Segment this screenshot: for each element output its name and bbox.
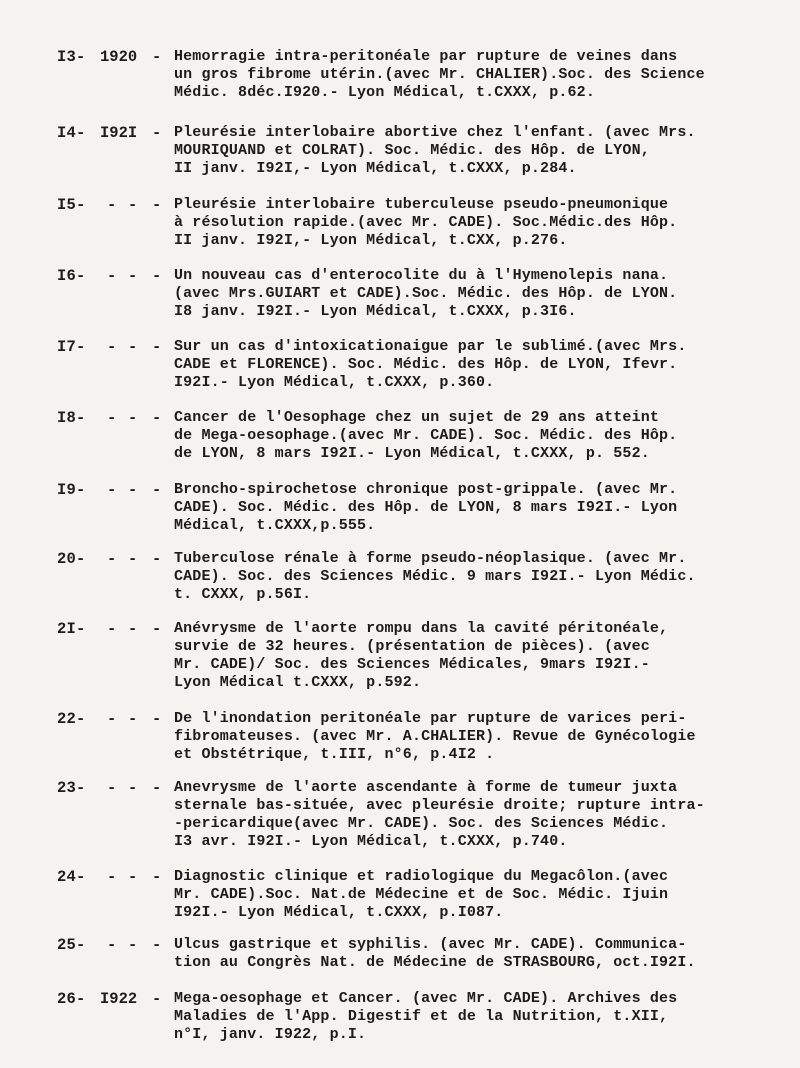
citation-line: CADE). Soc. Médic. des Hôp. de LYON, 8 mars I92I.- Lyon — [174, 499, 678, 516]
citation-line: De l'inondation peritonéale par rupture de varices peri- — [174, 710, 687, 727]
entry-number: I6- — [57, 267, 86, 285]
entry-citation — [174, 338, 794, 392]
ditto-mark: - — [107, 550, 117, 568]
citation-line: survie de 32 heures. (présentation de pièces). (avec — [174, 638, 650, 655]
entry-citation — [174, 196, 794, 250]
ditto-mark: - — [107, 409, 117, 427]
citation-line: Sur un cas d'intoxicationaigue par le sublimé.(avec Mrs. — [174, 338, 687, 355]
citation-line: Lyon Médical t.CXXX, p.592. — [174, 674, 422, 691]
entry-number: I9- — [57, 481, 86, 499]
entry-citation — [174, 481, 794, 535]
citation-line: t. CXXX, p.56I. — [174, 586, 312, 603]
ditto-mark: - — [128, 868, 138, 886]
entry-number: 22- — [57, 710, 86, 728]
separator-dash: - — [152, 620, 162, 638]
entry-citation — [174, 779, 794, 851]
ditto-mark: - — [128, 779, 138, 797]
entry-number: 23- — [57, 779, 86, 797]
entry-number: I7- — [57, 338, 86, 356]
entry-number: 25- — [57, 936, 86, 954]
entry-number: 20- — [57, 550, 86, 568]
ditto-mark: - — [107, 710, 117, 728]
ditto-mark: - — [128, 481, 138, 499]
ditto-mark: - — [107, 481, 117, 499]
entry-number: I4- — [57, 124, 86, 142]
citation-line: Mega-oesophage et Cancer. (avec Mr. CADE). Archives des — [174, 990, 678, 1007]
citation-line: sternale bas-située, avec pleurésie droite; rupture intra- — [174, 797, 705, 814]
separator-dash: - — [152, 48, 162, 66]
ditto-mark: - — [128, 267, 138, 285]
separator-dash: - — [152, 936, 162, 954]
entry-citation — [174, 550, 794, 604]
citation-line: II janv. I92I,- Lyon Médical, t.CXXX, p.284. — [174, 160, 577, 177]
entry-citation — [174, 409, 794, 463]
entry-number: 26- — [57, 990, 86, 1008]
citation-line: et Obstétrique, t.III, n°6, p.4I2 . — [174, 746, 495, 763]
entry-year: I92I — [100, 124, 138, 142]
entry-citation — [174, 620, 794, 692]
citation-line: II janv. I92I,- Lyon Médical, t.CXX, p.276. — [174, 232, 568, 249]
citation-line: de Mega-oesophage.(avec Mr. CADE). Soc. Médic. des Hôp. — [174, 427, 678, 444]
citation-line: Diagnostic clinique et radiologique du Megacôlon.(avec — [174, 868, 669, 885]
entry-number: I8- — [57, 409, 86, 427]
ditto-mark: - — [107, 267, 117, 285]
citation-line: fibromateuses. (avec Mr. A.CHALIER). Revue de Gynécologie — [174, 728, 696, 745]
separator-dash: - — [152, 267, 162, 285]
citation-line: Hemorragie intra-peritonéale par rupture de veines dans — [174, 48, 678, 65]
citation-line: I3 avr. I92I.- Lyon Médical, t.CXXX, p.740. — [174, 833, 568, 850]
citation-line: CADE et FLORENCE). Soc. Médic. des Hôp. de LYON, Ifevr. — [174, 356, 678, 373]
entry-citation — [174, 936, 794, 972]
separator-dash: - — [152, 710, 162, 728]
citation-line: Broncho-spirochetose chronique post-grippale. (avec Mr. — [174, 481, 678, 498]
entry-number: 2I- — [57, 620, 86, 638]
separator-dash: - — [152, 779, 162, 797]
entry-number: 24- — [57, 868, 86, 886]
citation-line: tion au Congrès Nat. de Médecine de STRASBOURG, oct.I92I. — [174, 954, 696, 971]
separator-dash: - — [152, 990, 162, 1008]
citation-line: n°I, janv. I922, p.I. — [174, 1026, 367, 1043]
citation-line: Mr. CADE)/ Soc. des Sciences Médicales, 9mars I92I.- — [174, 656, 650, 673]
citation-line: I92I.- Lyon Médical, t.CXXX, p.I087. — [174, 904, 504, 921]
entry-citation — [174, 710, 794, 764]
citation-line: -pericardique(avec Mr. CADE). Soc. des Sciences Médic. — [174, 815, 669, 832]
citation-line: Mr. CADE).Soc. Nat.de Médecine et de Soc. Médic. Ijuin — [174, 886, 669, 903]
entry-citation — [174, 124, 794, 178]
ditto-mark: - — [107, 196, 117, 214]
citation-line: Maladies de l'App. Digestif et de la Nutrition, t.XII, — [174, 1008, 669, 1025]
ditto-mark: - — [107, 936, 117, 954]
separator-dash: - — [152, 196, 162, 214]
citation-line: Un nouveau cas d'enterocolite du à l'Hymenolepis nana. — [174, 267, 669, 284]
citation-line: Anévrysme de l'aorte rompu dans la cavité péritonéale, — [174, 620, 669, 637]
entry-year: I922 — [100, 990, 138, 1008]
ditto-mark: - — [128, 338, 138, 356]
citation-line: MOURIQUAND et COLRAT). Soc. Médic. des Hôp. de LYON, — [174, 142, 650, 159]
ditto-mark: - — [107, 338, 117, 356]
ditto-mark: - — [128, 710, 138, 728]
separator-dash: - — [152, 338, 162, 356]
citation-line: I8 janv. I92I.- Lyon Médical, t.CXXX, p.3I6. — [174, 303, 577, 320]
entry-number: I5- — [57, 196, 86, 214]
citation-line: un gros fibrome utérin.(avec Mr. CHALIER).Soc. des Science — [174, 66, 705, 83]
entry-citation — [174, 48, 794, 102]
separator-dash: - — [152, 481, 162, 499]
citation-line: Anevrysme de l'aorte ascendante à forme de tumeur juxta — [174, 779, 678, 796]
separator-dash: - — [152, 124, 162, 142]
separator-dash: - — [152, 409, 162, 427]
citation-line: Tuberculose rénale à forme pseudo-néoplasique. (avec Mr. — [174, 550, 687, 567]
ditto-mark: - — [128, 196, 138, 214]
ditto-mark: - — [128, 936, 138, 954]
entry-year: 1920 — [100, 48, 138, 66]
citation-line: Médic. 8déc.I920.- Lyon Médical, t.CXXX, p.62. — [174, 84, 595, 101]
ditto-mark: - — [107, 620, 117, 638]
ditto-mark: - — [128, 409, 138, 427]
citation-line: (avec Mrs.GUIART et CADE).Soc. Médic. des Hôp. de LYON. — [174, 285, 678, 302]
entry-citation — [174, 990, 794, 1044]
citation-line: à résolution rapide.(avec Mr. CADE). Soc.Médic.des Hôp. — [174, 214, 678, 231]
citation-line: Ulcus gastrique et syphilis. (avec Mr. CADE). Communica- — [174, 936, 687, 953]
citation-line: de LYON, 8 mars I92I.- Lyon Médical, t.CXXX, p. 552. — [174, 445, 650, 462]
citation-line: Cancer de l'Oesophage chez un sujet de 29 ans atteint — [174, 409, 660, 426]
ditto-mark: - — [128, 620, 138, 638]
ditto-mark: - — [107, 868, 117, 886]
entry-number: I3- — [57, 48, 86, 66]
entry-citation — [174, 267, 794, 321]
citation-line: Médical, t.CXXX,p.555. — [174, 517, 376, 534]
citation-line: Pleurésie interlobaire tuberculeuse pseudo-pneumonique — [174, 196, 669, 213]
ditto-mark: - — [128, 550, 138, 568]
separator-dash: - — [152, 550, 162, 568]
citation-line: CADE). Soc. des Sciences Médic. 9 mars I92I.- Lyon Médic. — [174, 568, 696, 585]
ditto-mark: - — [107, 779, 117, 797]
citation-line: I92I.- Lyon Médical, t.CXXX, p.360. — [174, 374, 495, 391]
citation-line: Pleurésie interlobaire abortive chez l'enfant. (avec Mrs. — [174, 124, 696, 141]
separator-dash: - — [152, 868, 162, 886]
entry-citation — [174, 868, 794, 922]
